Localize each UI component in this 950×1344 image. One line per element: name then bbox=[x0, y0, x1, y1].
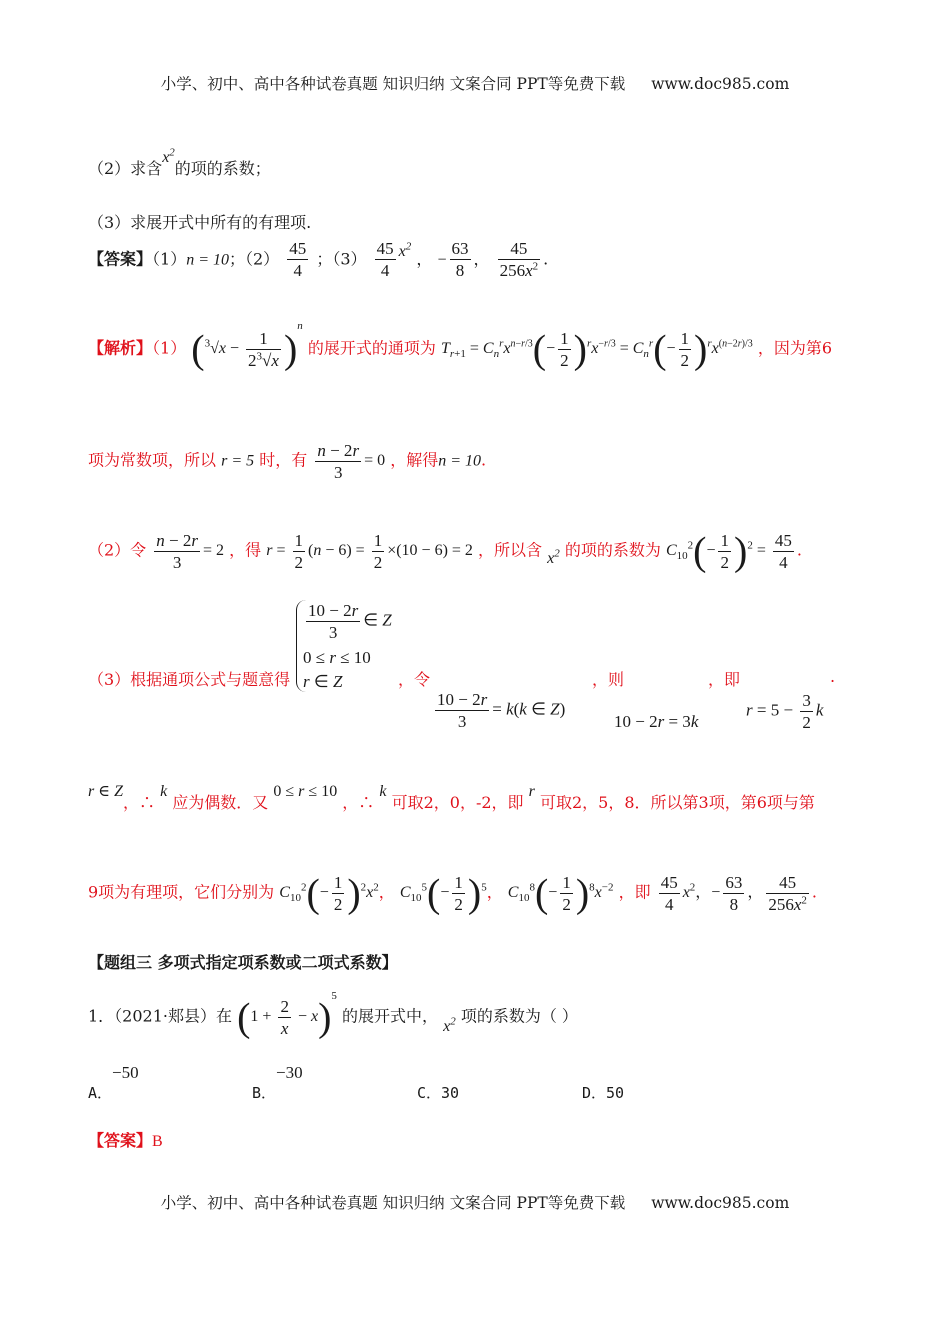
analysis-l5-a: ，∴ bbox=[122, 793, 155, 812]
question-2-prefix: （2）求含 bbox=[88, 159, 163, 178]
analysis-l3-d: 的项的系数为 bbox=[564, 540, 661, 560]
analysis-line-5: r ∈ Z，∴ k 应为偶数．又 0 ≤ r ≤ 10 ，∴ k 可取2，0，-2，即 r 可取2，5，8．所以第3项，第6项与第 bbox=[88, 783, 815, 812]
option-c-text: C．30 bbox=[417, 1084, 460, 1102]
analysis-l4-a: （3）根据通项公式与题意得 bbox=[88, 670, 291, 689]
option-a[interactable] bbox=[88, 1063, 139, 1103]
answer-sep1: ， bbox=[416, 249, 433, 269]
analysis-l4-b: ，令 bbox=[398, 670, 431, 689]
analysis-l2-e: . bbox=[481, 450, 487, 470]
analysis-l5-d: 可取2，0，-2，即 bbox=[391, 793, 524, 812]
problem1-suffix: 项的系数为（ ） bbox=[460, 1006, 578, 1026]
option-d[interactable] bbox=[582, 1082, 624, 1103]
problem-1: 1．（2021·郏县）在 (1 + $\frac{2}{x}$ − x)$^5$ 的展开式中， $x^2$ 项的系数为（ ） bbox=[88, 990, 578, 1040]
analysis-l3-b: ，得 bbox=[229, 540, 262, 560]
analysis-l4-c-wrap bbox=[592, 667, 624, 690]
analysis-l4-e-wrap bbox=[830, 667, 835, 686]
header-url[interactable]: www.doc985.com bbox=[651, 75, 790, 93]
analysis-l5-c: ，∴ bbox=[342, 793, 375, 812]
answer-2 bbox=[88, 1128, 163, 1151]
analysis-line-4-label bbox=[88, 667, 290, 690]
frac-45-4-b: $\frac{45}{4}$ bbox=[376, 239, 394, 281]
answer2-value: B bbox=[152, 1133, 163, 1150]
question-2: （2）求含$x^2$的项的系数； bbox=[88, 146, 271, 178]
footer-url[interactable]: www.doc985.com bbox=[651, 1194, 790, 1212]
question-2-suffix: 的项的系数； bbox=[174, 159, 271, 178]
answer2-label: 【答案】 bbox=[88, 1131, 153, 1150]
answer-part2: ；（2） bbox=[229, 249, 280, 269]
analysis-l6-a: 9项为有理项，它们分别为 bbox=[88, 882, 275, 902]
option-a-value: −50 bbox=[112, 1063, 139, 1082]
analysis-l4-b-wrap bbox=[398, 667, 430, 690]
general-term-formula: $T_{r+1} = C_n^rx^{n-r/3}(-$ $\frac{1}{2}$ )$^rx^{-r/3} = C_n^r(-$ $\frac{1}{2}$ )$^rx^{(n-2r)/3}$ bbox=[440, 326, 753, 372]
analysis-l6-b: ，即 bbox=[618, 882, 651, 902]
frac-63-8: $\frac{63}{8}$ bbox=[451, 239, 469, 281]
analysis-l4-c: ，则 bbox=[592, 670, 625, 689]
question-3 bbox=[88, 210, 311, 233]
analysis-l2-c: ，解得 bbox=[390, 450, 439, 470]
then-expr: 10 − 2r = 3k bbox=[614, 712, 699, 731]
option-d-text: D．50 bbox=[582, 1084, 625, 1102]
analysis-l2-d: n = 10 bbox=[438, 452, 481, 470]
header-text: 小学、初中、高中各种试卷真题 知识归纳 文案合同 PPT等免费下载 bbox=[160, 75, 626, 93]
group3-title-text: 【题组三 多项式指定项系数或二项式系数】 bbox=[88, 953, 398, 972]
answer-end: . bbox=[543, 249, 549, 269]
option-b-label: B． bbox=[252, 1084, 277, 1102]
analysis-line-2: 项为常数项，所以 r = 5 时，有 $\frac{n - 2r}{3}$ = 0 ，解得n = 10. bbox=[88, 441, 487, 483]
option-b-value: −30 bbox=[276, 1063, 303, 1082]
analysis-l5-b: 应为偶数．又 bbox=[172, 793, 269, 812]
option-b[interactable] bbox=[252, 1063, 303, 1103]
analysis-line-6: 9项为有理项，它们分别为 $C_{10}^2(-$ $\frac{1}{2}$ )$^2x^2$， $C_{10}^5(-$ $\frac{1}{2}$ )$^5$， $C_{10}^8(-$ $\frac{1}{2}$ )$^8x^{-2}$ ，即 $\frac{45}{4}$ $x^2$，− $\frac{63}{8}$ ， $\frac{45}{256x^2}$ . bbox=[88, 870, 817, 916]
analysis-l4-d: ，即 bbox=[708, 670, 741, 689]
page-header bbox=[0, 72, 950, 94]
polynomial-expression: (1 + $\frac{2}{x}$ − x)$^5$ bbox=[237, 990, 337, 1040]
frac-45-4: $\frac{45}{4}$ bbox=[289, 239, 307, 281]
footer-text: 小学、初中、高中各种试卷真题 知识归纳 文案合同 PPT等免费下载 bbox=[160, 1194, 626, 1212]
group3-title bbox=[88, 950, 398, 973]
analysis-l2-b: 时，有 bbox=[259, 450, 308, 470]
answer-line: 【答案】（1）n = 10；（2） $\frac{45}{4}$ ；（3） $\frac{45}{4}$ $x^2$ ， − $\frac{63}{8}$ ， $\frac{45}{256x^2}$ . bbox=[88, 239, 549, 281]
analysis-line-1 bbox=[88, 320, 833, 372]
frac-45-256x2: $\frac{45}{256x^2}$ bbox=[499, 239, 539, 281]
answer-part1: （1） bbox=[152, 249, 187, 269]
analysis-l3-c: ，所以含 bbox=[478, 540, 543, 560]
condition-system: $\frac{10 - 2r}{3}$ ∈ Z 0 ≤ r ≤ 10 r ∈ Z bbox=[296, 600, 392, 692]
analysis-l2-a: 项为常数项，所以 bbox=[88, 450, 217, 470]
problem1-mid: 的展开式中， bbox=[342, 1006, 439, 1026]
analysis-l1-b: 的展开式的通项为 bbox=[307, 338, 436, 358]
question-3-text: （3）求展开式中所有的有理项. bbox=[88, 213, 312, 232]
analysis-l3-a: （2）令 bbox=[88, 540, 147, 560]
analysis-l4-e: . bbox=[830, 667, 836, 686]
answer-n-value: n = 10 bbox=[186, 251, 229, 269]
analysis-l5-e: 可取2，5，8．所以第3项，第6项与第 bbox=[539, 793, 815, 812]
analysis-l1-a: （1） bbox=[152, 338, 187, 358]
analysis-l1-c: ，因为第6 bbox=[757, 338, 833, 358]
answer-label: 【答案】 bbox=[88, 249, 153, 269]
analysis-l4-d-wrap bbox=[708, 667, 740, 690]
option-c[interactable] bbox=[417, 1082, 459, 1103]
analysis-l6-c: . bbox=[811, 882, 817, 902]
page-footer bbox=[0, 1191, 950, 1213]
analysis-line-3: （2）令 $\frac{n - 2r}{3}$ = 2 ，得 r = $\frac{1}{2}$ (n − 6) = $\frac{1}{2}$ ×(10 − 6) = 2 ，所以含 $x^2$ 的项的系数为 $C_{10}^2(-$ $\frac{1}{2}$ )$^2$ = $\frac{45}{4}$ . bbox=[88, 528, 802, 574]
answer-sep2: ， bbox=[473, 249, 490, 269]
analysis-label: 【解析】 bbox=[88, 338, 153, 358]
answer-part3: ；（3） bbox=[316, 249, 367, 269]
r-expr: r = 5 − $\frac{3}{2}$ k bbox=[746, 691, 824, 733]
problem1-prefix: 1．（2021·郏县）在 bbox=[88, 1006, 232, 1026]
binomial-expression: ($^3$√x − $\frac{1}{2^3√x}$ )$^n$ bbox=[191, 320, 303, 372]
option-a-label: A． bbox=[88, 1084, 113, 1102]
let-k-expr: $\frac{10 - 2r}{3}$ = k(k ∈ Z) bbox=[437, 690, 566, 732]
analysis-l3-e: . bbox=[796, 540, 802, 560]
